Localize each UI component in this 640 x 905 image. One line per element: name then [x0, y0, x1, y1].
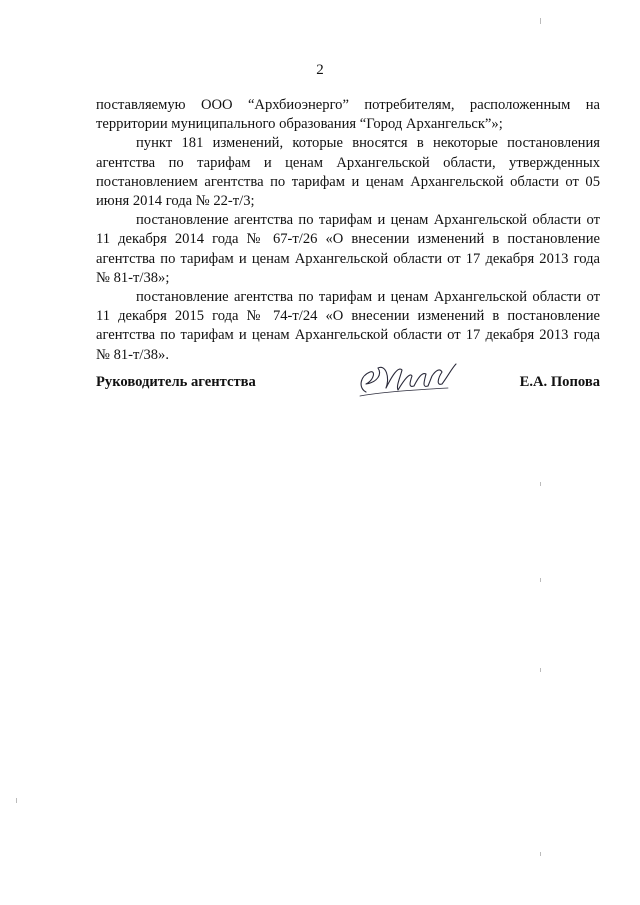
paragraph-continuation: поставляемую ООО “Архбиоэнерго” потребителям, расположенным на территории муниципального образования “Город Архангельск”»; [96, 97, 600, 133]
document-body [96, 96, 600, 365]
signatory-name: Е.А. Попова [519, 374, 600, 390]
scan-artifact [540, 18, 541, 24]
scan-artifact [540, 482, 541, 486]
handwritten-signature [352, 358, 472, 402]
signatory-title: Руководитель агентства [96, 374, 256, 390]
paragraph-item: постановление агентства по тарифам и ценам Архангельской области от 11 декабря 2015 года № 74-т/24 «О внесении изменений в постановление агентства по тарифам и ценам Архангельской области от 17 декабря 2013 года № 81-т/38». [96, 289, 600, 363]
scan-artifact [540, 668, 541, 672]
paragraph-item: пункт 181 изменений, которые вносятся в некоторые постановления агентства по тарифам и ценам Архангельской области, утвержденных постановлением агентства по тарифам и ценам Архангельской области от 05 июня 2014 года № 22-т/3; [96, 135, 600, 210]
paragraph-item: постановление агентства по тарифам и ценам Архангельской области от 11 декабря 2014 года № 67-т/26 «О внесении изменений в постановление агентства по тарифам и ценам Архангельской области от 17 декабря 2013 года № 81-т/38»; [96, 212, 600, 286]
page-number: 2 [316, 62, 324, 78]
signature-block [96, 364, 600, 404]
scan-artifact [540, 578, 541, 582]
scan-artifact [540, 852, 541, 856]
scan-artifact [16, 798, 17, 803]
